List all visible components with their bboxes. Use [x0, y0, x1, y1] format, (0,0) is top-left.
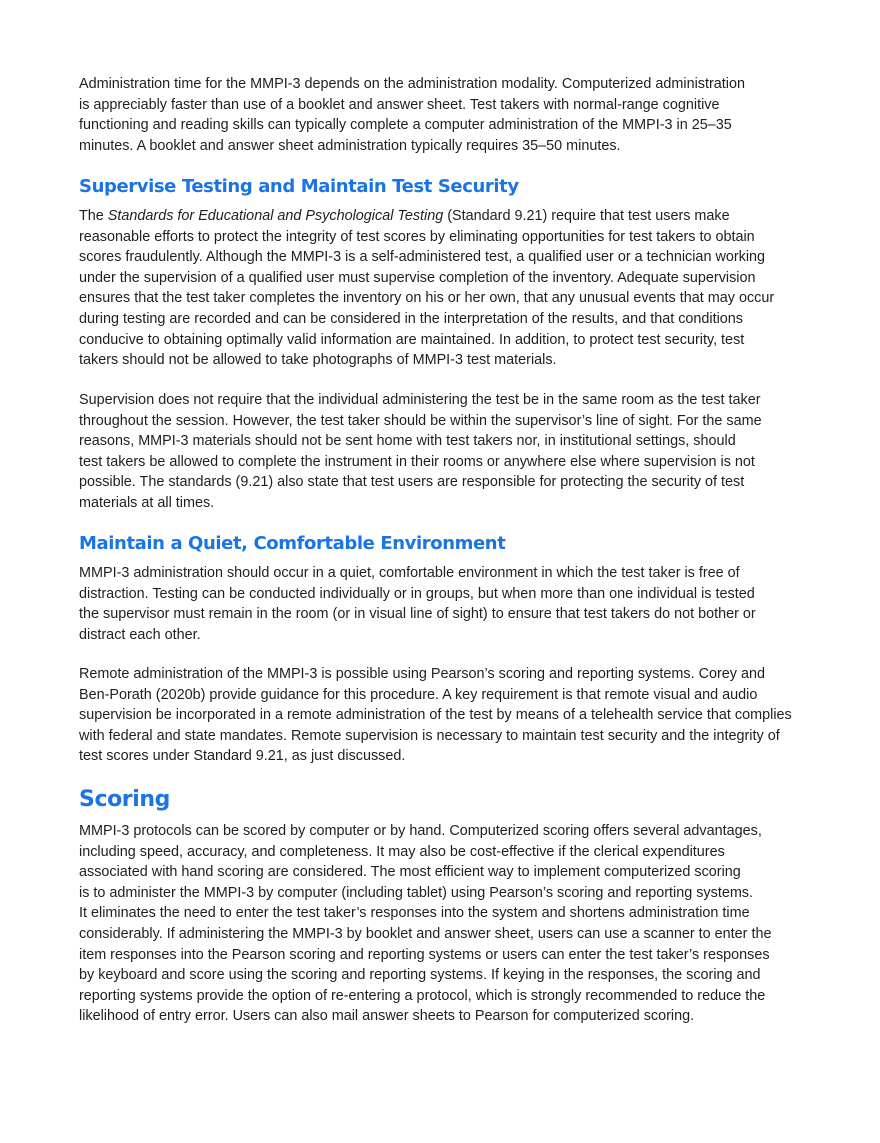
paragraph-line: materials at all times.: [79, 494, 215, 511]
paragraph-line: Supervision does not require that the individual administering the test be in the same room as the test taker: [79, 392, 761, 408]
paragraph-line: minutes. A booklet and answer sheet administration typically requires 35–50 minutes.: [79, 137, 621, 154]
paragraph-supervision: [79, 390, 762, 514]
paragraph-scoring: [79, 821, 771, 1027]
paragraph-line: test takers be allowed to complete the instrument in their rooms or anywhere else where supervision is not: [79, 453, 755, 470]
paragraph-line: takers should not be allowed to take photographs of MMPI-3 test materials.: [79, 352, 557, 369]
paragraph-line: item responses into the Pearson scoring and reporting systems or users can enter the test taker’s responses: [79, 946, 770, 963]
paragraph-line: Ben-Porath (2020b) provide guidance for this procedure. A key requirement is that remote visual and audio: [79, 686, 758, 703]
paragraph-line: reasons, MMPI-3 materials should not be sent home with test takers nor, in institutional settings, should: [79, 433, 736, 450]
paragraph-line: by keyboard and score using the scoring and reporting systems. If keying in the responses, the scoring and: [79, 967, 761, 984]
paragraph-line: It eliminates the need to enter the test taker’s responses into the system and shortens administration time: [79, 905, 750, 922]
paragraph-line: distract each other.: [79, 626, 201, 643]
heading-scoring: Scoring: [79, 787, 171, 812]
paragraph-line: [79, 206, 774, 227]
paragraph-line: supervision be incorporated in a remote administration of the test by means of a telehealth service that complies: [79, 707, 792, 724]
paragraph-line: including speed, accuracy, and completeness. It may also be cost-effective if the clerical expenditures: [79, 843, 725, 860]
paragraph-line: considerably. If administering the MMPI-3 by booklet and answer sheet, users can use a scanner to enter the: [79, 925, 772, 942]
paragraph-line: with federal and state mandates. Remote supervision is necessary to maintain test security and the integrity of: [79, 727, 780, 744]
paragraph-line: throughout the session. However, the test taker should be within the supervisor’s line of sight. For the same: [79, 412, 762, 429]
paragraph-line: test scores under Standard 9.21, as just discussed.: [79, 748, 406, 765]
paragraph-rest: [79, 227, 774, 371]
paragraph-line: Administration time for the MMPI-3 depends on the administration modality. Computerized administration: [79, 76, 746, 92]
paragraph-line: reporting systems provide the option of re-entering a protocol, which is strongly recommended to reduce the: [79, 987, 766, 1004]
standards-title-italic: Standards for Educational and Psychological Testing: [107, 208, 444, 224]
paragraph-line: functioning and reading skills can typically complete a computer administration of the MMPI-3 in 25–35: [79, 117, 732, 134]
paragraph-line: MMPI-3 administration should occur in a quiet, comfortable environment in which the test taker is free of: [79, 565, 740, 581]
paragraph-line: conducive to obtaining optimally valid information are maintained. In addition, to protect test security, test: [79, 331, 745, 348]
heading-supervise-testing: Supervise Testing and Maintain Test Security: [79, 176, 519, 197]
paragraph-remote-administration: [79, 664, 792, 767]
heading-quiet-environment: Maintain a Quiet, Comfortable Environment: [79, 533, 506, 554]
paragraph-line: MMPI-3 protocols can be scored by computer or by hand. Computerized scoring offers several advantages,: [79, 823, 762, 839]
paragraph-line: is appreciably faster than use of a booklet and answer sheet. Test takers with normal-range cognitive: [79, 96, 720, 113]
paragraph-line: is to administer the MMPI-3 by computer (including tablet) using Pearson’s scoring and reporting systems.: [79, 884, 753, 901]
paragraph-administration-time: [79, 74, 745, 156]
paragraph-line: possible. The standards (9.21) also state that test users are responsible for protecting the security of test: [79, 474, 745, 491]
paragraph-line: likelihood of entry error. Users can also mail answer sheets to Pearson for computerized scoring.: [79, 1008, 695, 1025]
paragraph-line: scores fraudulently. Although the MMPI-3 is a self-administered test, a qualified user or a technician working: [79, 249, 766, 266]
paragraph-line: Remote administration of the MMPI-3 is possible using Pearson’s scoring and reporting systems. Corey and: [79, 666, 766, 682]
paragraph-standards: [79, 206, 774, 371]
paragraph-line: under the supervision of a qualified user must supervise completion of the inventory. Adequate supervision: [79, 269, 756, 286]
paragraph-line: associated with hand scoring are considered. The most efficient way to implement computerized scoring: [79, 864, 741, 881]
paragraph-environment: [79, 563, 756, 645]
paragraph-line: reasonable efforts to protect the integrity of test scores by eliminating opportunities for test takers to obtain: [79, 228, 755, 245]
text: (Standard 9.21) require that test users make: [443, 208, 730, 224]
text: The: [79, 208, 108, 224]
paragraph-line: during testing are recorded and can be considered in the interpretation of the results, and that conditions: [79, 310, 743, 327]
paragraph-line: distraction. Testing can be conducted individually or in groups, but when more than one individual is tested: [79, 585, 755, 602]
paragraph-line: ensures that the test taker completes the inventory on his or her own, that any unusual events that may occur: [79, 290, 775, 307]
paragraph-line: the supervisor must remain in the room (or in visual line of sight) to ensure that test takers do not bother or: [79, 606, 756, 623]
